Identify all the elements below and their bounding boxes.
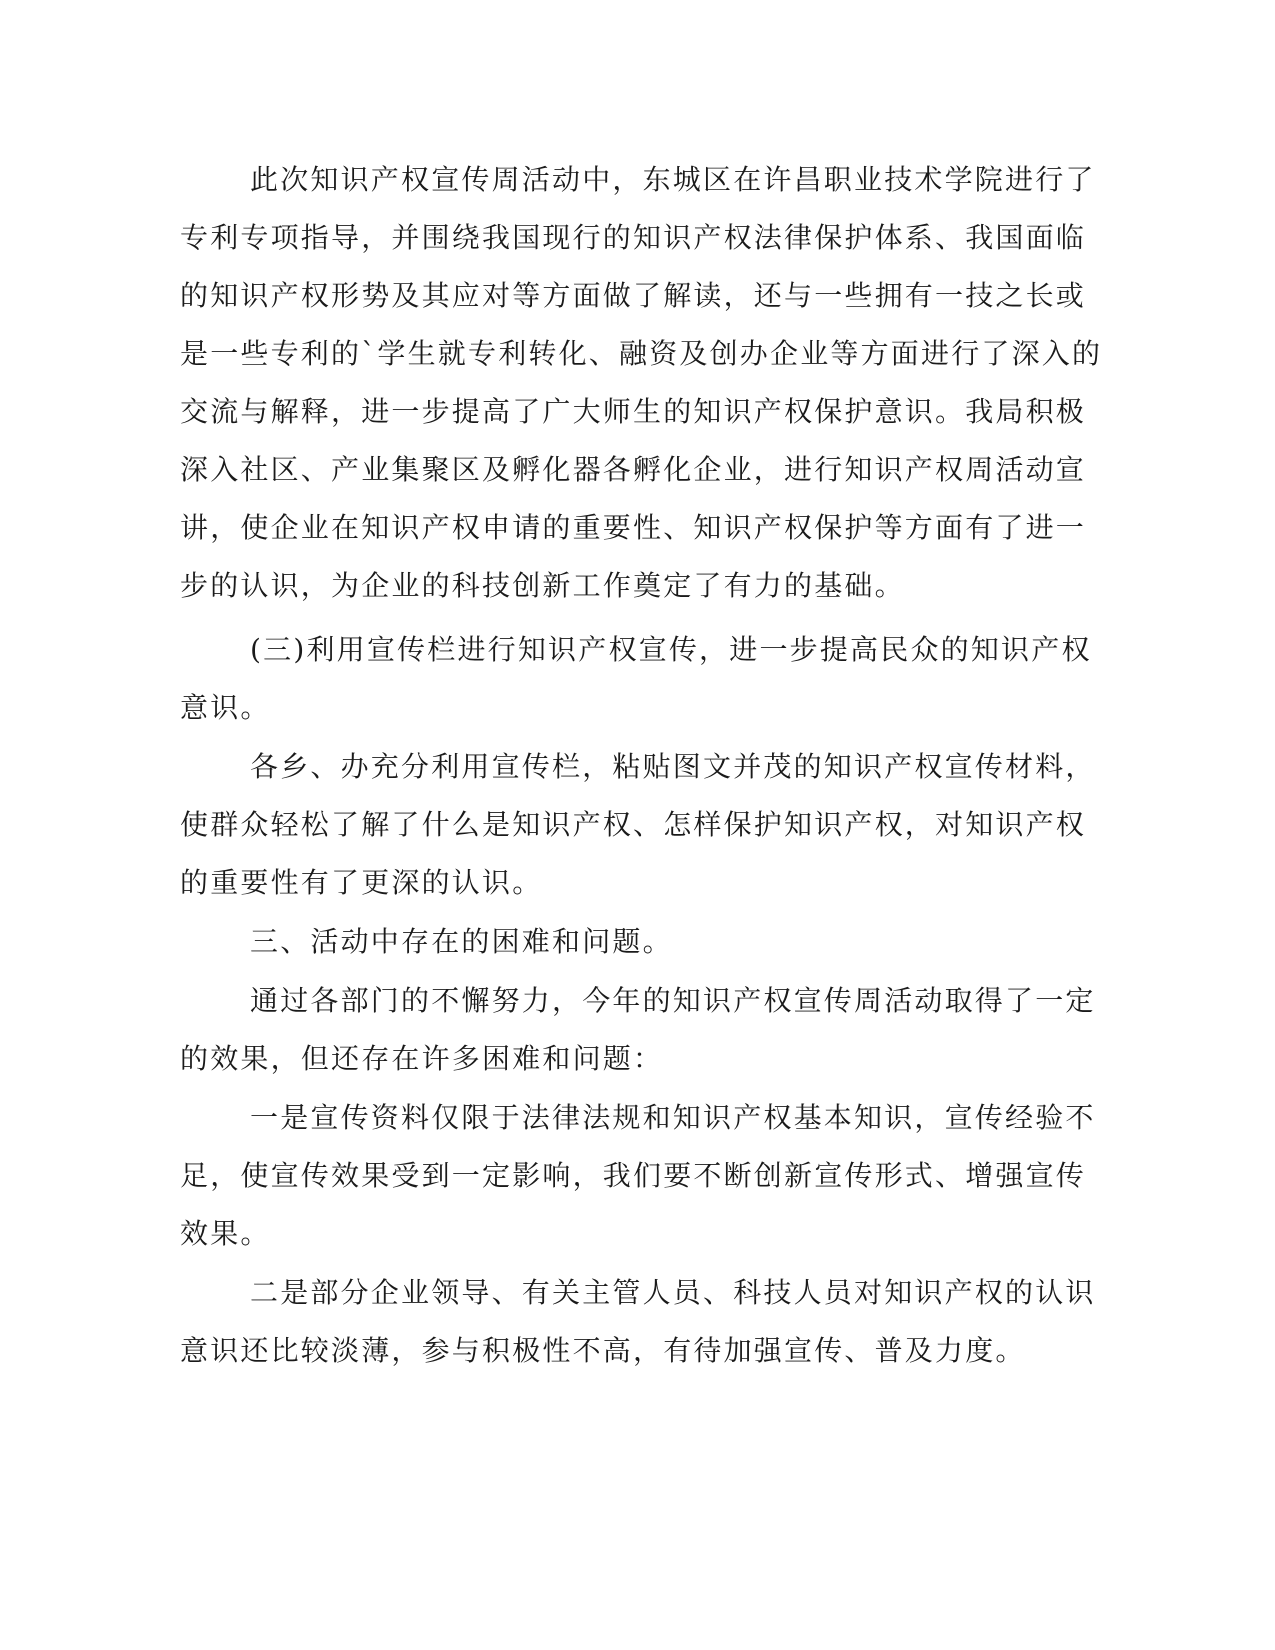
paragraph-line: 使群众轻松了解了什么是知识产权、怎样保护知识产权，对知识产权 [180,808,1087,841]
paragraph-line: 一是宣传资料仅限于法律法规和知识产权基本知识，宣传经验不 [250,1101,1096,1134]
section-heading-line: 三、活动中存在的困难和问题。 [250,925,673,958]
paragraph-line: 意识还比较淡薄，参与积极性不高，有待加强宣传、普及力度。 [180,1334,1026,1367]
paragraph-line: 足，使宣传效果受到一定影响，我们要不断创新宣传形式、增强宣传 [180,1159,1087,1192]
paragraph-line: 二是部分企业领导、有关主管人员、科技人员对知识产权的认识 [250,1276,1096,1309]
paragraph-line: 步的认识，为企业的科技创新工作奠定了有力的基础。 [180,569,905,602]
paragraph-line: 通过各部门的不懈努力，今年的知识产权宣传周活动取得了一定 [250,984,1096,1017]
paragraph-line: 交流与解释，进一步提高了广大师生的知识产权保护意识。我局积极 [180,395,1087,428]
section-heading-line: 意识。 [180,691,271,724]
paragraph-line: 深入社区、产业集聚区及孵化器各孵化企业，进行知识产权周活动宣 [180,453,1087,486]
paragraph-line: 的效果，但还存在许多困难和问题： [180,1042,664,1075]
paragraph-line: 的重要性有了更深的认识。 [180,866,543,899]
paragraph-line: 此次知识产权宣传周活动中，东城区在许昌职业技术学院进行了 [250,163,1096,196]
paragraph-line: 是一些专利的`学生就专利转化、融资及创办企业等方面进行了深入的 [180,337,1103,370]
paragraph-line: 的知识产权形势及其应对等方面做了解读，还与一些拥有一技之长或 [180,279,1087,312]
paragraph-line: 效果。 [180,1217,271,1250]
paragraph-line: 专利专项指导，并围绕我国现行的知识产权法律保护体系、我国面临 [180,221,1087,254]
paragraph-line: 讲，使企业在知识产权申请的重要性、知识产权保护等方面有了进一 [180,511,1087,544]
paragraph-line: 各乡、办充分利用宣传栏，粘贴图文并茂的知识产权宣传材料， [250,750,1096,783]
section-heading-line: (三)利用宣传栏进行知识产权宣传，进一步提高民众的知识产权 [250,633,1092,666]
